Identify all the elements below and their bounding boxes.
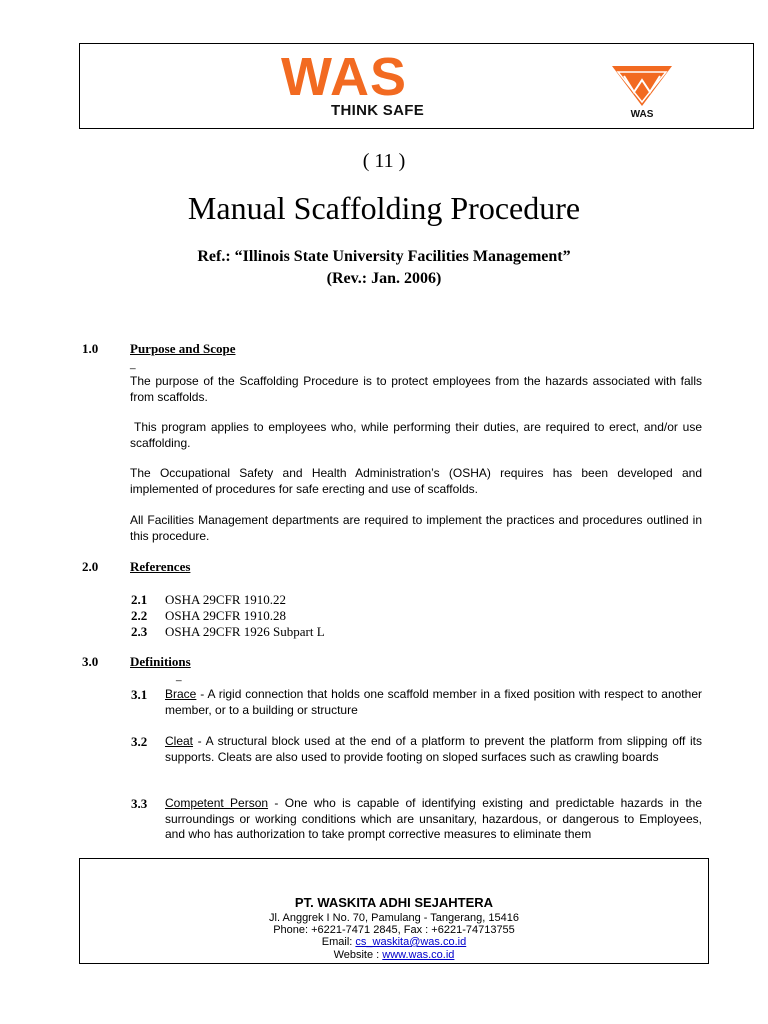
revision-line: (Rev.: Jan. 2006)	[326, 270, 442, 287]
brand-logo-text: WAS	[281, 47, 408, 107]
page-title: Manual Scaffolding Procedure	[187, 190, 581, 226]
list-item-number: 2.1	[131, 592, 148, 607]
section-number: 2.0	[82, 559, 99, 574]
definition-term: Brace	[165, 687, 197, 701]
list-item: OSHA 29CFR 1910.28	[165, 608, 286, 623]
list-item-number: 2.3	[131, 624, 148, 639]
reference-line: Ref.: “Illinois State University Facilities Management”	[197, 248, 571, 265]
section-heading-purpose: Purpose and Scope	[130, 341, 236, 356]
list-item-number: 2.2	[131, 608, 148, 623]
list-item-number: 3.1	[131, 687, 148, 702]
email-link[interactable]: cs_waskita@was.co.id	[355, 936, 467, 948]
company-name: PT. WASKITA ADHI SEJAHTERA	[294, 895, 494, 910]
definition-item	[165, 796, 702, 843]
definition-term: Competent Person	[165, 796, 269, 810]
brand-tagline: THINK SAFE	[331, 102, 424, 119]
email-label: Email:	[321, 936, 356, 948]
list-item: OSHA 29CFR 1910.22	[165, 592, 286, 607]
definition-item	[165, 734, 702, 765]
paragraph: The purpose of the Scaffolding Procedure is to protect employees from the hazards associated with falls from scaffolds.	[130, 374, 702, 404]
company-email-line	[79, 936, 709, 949]
paragraph: The Occupational Safety and Health Administration’s (OSHA) requires has been developed and implemented of procedures for safe erecting and use of scaffolds.	[130, 466, 702, 496]
company-address: Jl. Anggrek I No. 70, Pamulang - Tangerang, 15416	[269, 912, 519, 924]
website-link[interactable]: www.was.co.id	[382, 949, 455, 961]
paragraph: This program applies to employees who, while performing their duties, are required to erect, and/or use scaffolding.	[130, 420, 702, 450]
list-item: OSHA 29CFR 1926 Subpart L	[165, 624, 325, 639]
paragraph: All Facilities Management departments are required to implement the practices and procedures outlined in this procedure.	[130, 513, 702, 543]
section-heading-definitions: Definitions	[130, 654, 191, 669]
was-logo-icon	[608, 62, 676, 120]
definition-term: Cleat	[165, 734, 194, 748]
logo-caption: WAS	[630, 109, 654, 120]
company-phone: Phone: +6221-7471 2845, Fax : +6221-74713755	[273, 924, 515, 936]
list-item-number: 3.2	[131, 734, 148, 749]
definition-text: - A structural block used at the end of a platform to prevent the platform from slipping off its supports. Cleats are also used to provide footing on sloped surfaces such as crawling boards	[165, 734, 702, 764]
section-number: 3.0	[82, 654, 99, 669]
definition-text: - One who is capable of identifying existing and predictable hazards in the surroundings or working conditions which are unsanitary, hazardous, or dangerous to Employees, and who has authorization to take prompt corrective measures to eliminate them	[165, 796, 702, 841]
list-item-number: 3.3	[131, 796, 148, 811]
company-website-line	[79, 949, 709, 962]
website-label: Website :	[333, 949, 383, 961]
section-heading-references: References	[130, 559, 191, 574]
stray-mark: _	[130, 359, 136, 370]
chapter-number: ( 11 )	[362, 150, 406, 172]
definition-item	[165, 687, 702, 718]
stray-mark: _	[176, 671, 182, 682]
definition-text: - A rigid connection that holds one scaffold member in a fixed position with respect to another member, or to a building or structure	[165, 687, 702, 717]
section-number: 1.0	[82, 341, 99, 356]
